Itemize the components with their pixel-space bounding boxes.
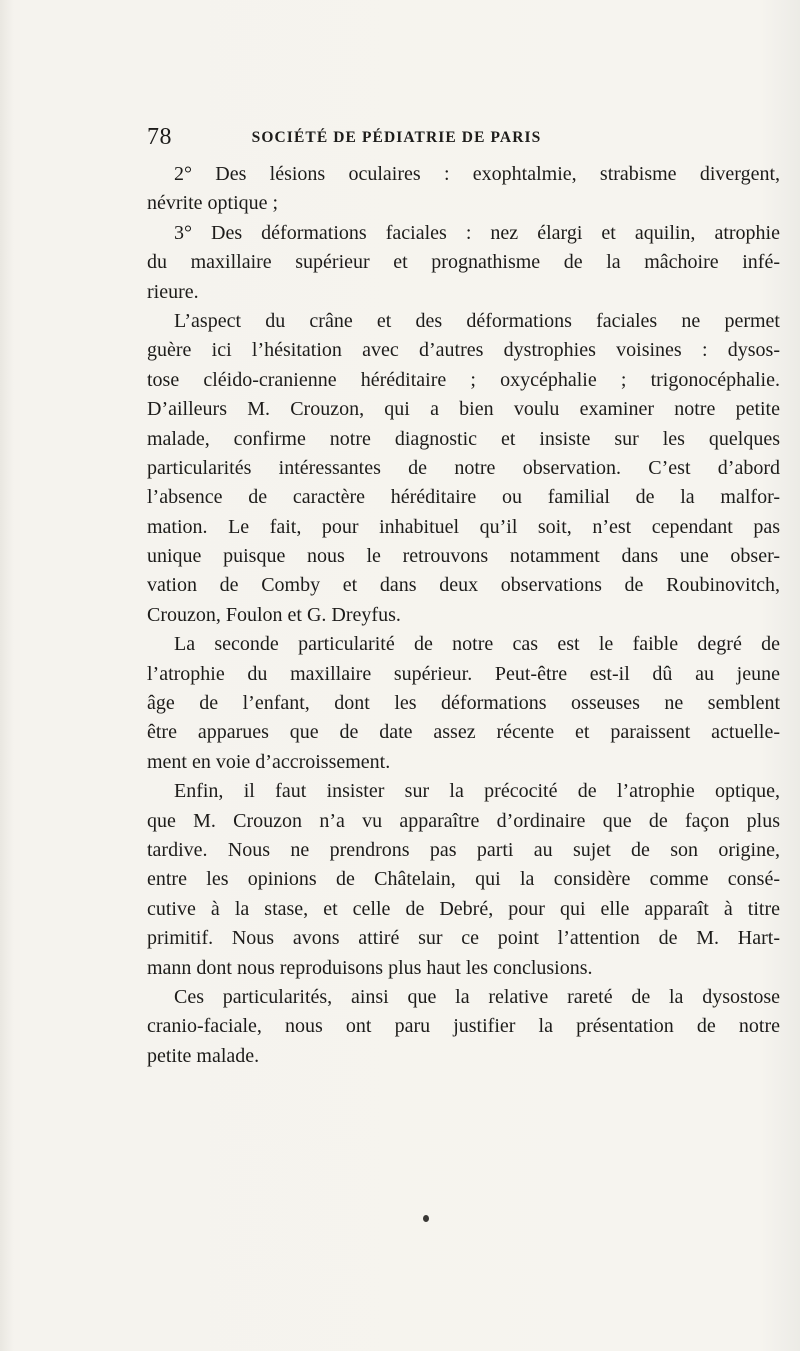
text-line: être apparues que de date assez récente et paraissent actuelle- — [147, 721, 780, 744]
text-line: tardive. Nous ne prendrons pas parti au sujet de son origine, — [147, 838, 780, 861]
ink-speck — [423, 1215, 429, 1222]
text-line: malade, confirme notre diagnostic et insiste sur les quelques — [147, 427, 780, 450]
text-line: névrite optique ; — [147, 192, 279, 215]
text-line: cranio-faciale, nous ont paru justifier la présentation de notre — [147, 1015, 780, 1038]
text-line: 2° Des lésions oculaires : exophtalmie, strabisme divergent, — [174, 163, 780, 185]
text-line: que M. Crouzon n’a vu apparaître d’ordinaire que de façon plus — [147, 809, 780, 832]
text-line: D’ailleurs M. Crouzon, qui a bien voulu examiner notre petite — [147, 398, 780, 421]
text-line: petite malade. — [147, 1044, 260, 1067]
text-line: particularités intéressantes de notre observation. C’est d’abord — [147, 456, 780, 479]
text-line: mation. Le fait, pour inhabituel qu’il soit, n’est cependant pas — [147, 515, 780, 538]
text-line: primitif. Nous avons attiré sur ce point l’attention de M. Hart- — [147, 927, 780, 950]
journal-title: SOCIÉTÉ DE PÉDIATRIE DE PARIS — [251, 129, 542, 146]
text-line: vation de Comby et dans deux observations de Roubinovitch, — [147, 574, 780, 597]
text-line: guère ici l’hésitation avec d’autres dystrophies voisines : dysos- — [147, 339, 780, 362]
text-line: rieure. — [147, 280, 199, 303]
text-line: La seconde particularité de notre cas est le faible degré de — [174, 633, 780, 656]
text-line: ment en voie d’accroissement. — [147, 750, 391, 773]
body-text — [147, 160, 780, 1071]
text-line: du maxillaire supérieur et prognathisme de la mâchoire infé- — [147, 251, 780, 274]
text-line: L’aspect du crâne et des déformations faciales ne permet — [174, 309, 780, 332]
text-line: entre les opinions de Châtelain, qui la considère comme consé- — [147, 868, 780, 891]
text-line: 3° Des déformations faciales : nez élargi et aquilin, atrophie — [174, 221, 780, 244]
text-line: unique puisque nous le retrouvons notamment dans une obser- — [147, 545, 780, 568]
text-line: l’absence de caractère héréditaire ou familial de la malfor- — [147, 486, 780, 509]
page-number: 78 — [147, 124, 172, 150]
text-line: Enfin, il faut insister sur la précocité de l’atrophie optique, — [174, 780, 780, 803]
running-head — [147, 124, 612, 154]
text-line: cutive à la stase, et celle de Debré, pour qui elle apparaît à titre — [147, 897, 780, 920]
text-line: mann dont nous reproduisons plus haut les conclusions. — [147, 956, 593, 979]
text-line: Crouzon, Foulon et G. Dreyfus. — [147, 603, 401, 626]
text-line: âge de l’enfant, dont les déformations osseuses ne semblent — [147, 692, 780, 715]
text-line: l’atrophie du maxillaire supérieur. Peut-être est-il dû au jeune — [147, 662, 780, 685]
text-line: tose cléido-cranienne héréditaire ; oxycéphalie ; trigonocéphalie. — [147, 368, 780, 391]
text-line: Ces particularités, ainsi que la relative rareté de la dysostose — [174, 985, 780, 1008]
